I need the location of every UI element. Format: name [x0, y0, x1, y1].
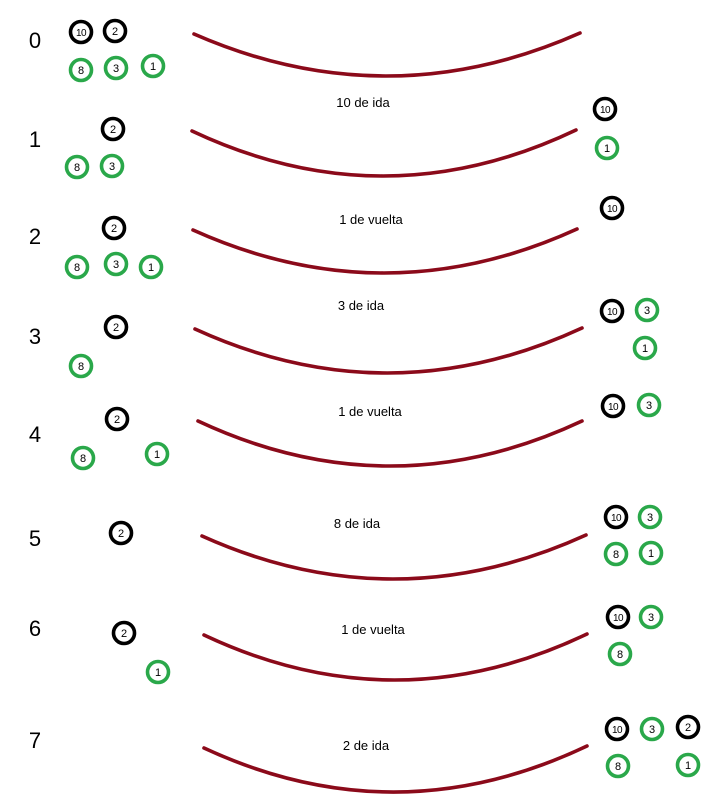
right-bank	[602, 300, 658, 359]
move-caption: 3 de ida	[337, 298, 385, 313]
right-bank	[602, 198, 623, 219]
coin-label: 3	[112, 63, 120, 75]
coin-label: 8	[73, 262, 81, 274]
coin-label: 8	[73, 162, 81, 174]
left-bank	[114, 623, 169, 683]
coin-label: 8	[612, 549, 620, 561]
rope-bridge-curve	[195, 328, 582, 373]
coin-label: 1	[147, 262, 155, 274]
rope-bridge-curve	[202, 535, 586, 579]
move-caption: 1 de vuelta	[339, 212, 403, 227]
coin-label: 8	[77, 65, 85, 77]
coin-label: 1	[603, 143, 611, 155]
move-caption: 10 de ida	[336, 95, 390, 110]
coin-label: 10	[612, 613, 624, 624]
coin-label: 3	[108, 161, 116, 173]
coin-label: 2	[111, 26, 119, 38]
coin-label: 10	[607, 402, 619, 413]
coin-label: 3	[112, 259, 120, 271]
coin-label: 2	[117, 528, 125, 540]
step-row-6	[29, 607, 662, 683]
coin-label: 2	[112, 322, 120, 334]
green-coin-8	[73, 448, 94, 469]
right-bank	[608, 607, 662, 665]
coin-label: 3	[647, 612, 655, 624]
left-bank	[73, 409, 168, 469]
coin-label: 10	[606, 307, 618, 318]
coin-label: 1	[149, 61, 157, 73]
black-coin-2	[107, 409, 128, 430]
right-bank	[607, 717, 699, 777]
step-number: 1	[28, 127, 42, 152]
coin-label: 8	[77, 361, 85, 373]
rope-bridge-curve	[204, 634, 587, 680]
left-bank	[71, 317, 127, 377]
black-coin-10	[71, 22, 92, 43]
coin-label: 3	[643, 305, 651, 317]
step-row-2	[29, 198, 623, 278]
black-coin-2	[111, 523, 132, 544]
black-coin-10	[607, 719, 628, 740]
right-bank	[595, 99, 618, 159]
step-number: 7	[28, 728, 42, 753]
black-coin-2	[104, 218, 125, 239]
step-number: 3	[28, 324, 42, 349]
step-row-5	[29, 507, 662, 580]
step-row-1	[29, 95, 618, 178]
green-coin-3	[639, 395, 660, 416]
coin-label: 2	[109, 124, 117, 136]
coin-label: 3	[648, 724, 656, 736]
green-coin-1	[597, 138, 618, 159]
coin-label: 2	[120, 628, 128, 640]
green-coin-3	[106, 254, 127, 275]
coin-label: 2	[113, 414, 121, 426]
black-coin-2	[105, 21, 126, 42]
rope-bridge-curve	[204, 746, 587, 792]
green-coin-8	[67, 257, 88, 278]
coin-label: 3	[646, 512, 654, 524]
green-coin-8	[608, 756, 629, 777]
step-number: 0	[28, 28, 42, 53]
black-coin-2	[678, 717, 699, 738]
green-coin-8	[71, 356, 92, 377]
step-row-0	[29, 21, 580, 81]
coin-label: 10	[606, 204, 618, 215]
black-coin-10	[595, 99, 616, 120]
black-coin-2	[114, 623, 135, 644]
step-row-3	[29, 298, 658, 377]
step-number: 6	[28, 616, 42, 641]
coin-label: 8	[616, 649, 624, 661]
step-row-4	[29, 395, 660, 469]
coin-label: 2	[110, 223, 118, 235]
green-coin-3	[637, 300, 658, 321]
black-coin-10	[602, 198, 623, 219]
left-bank	[67, 119, 124, 178]
green-coin-3	[642, 719, 663, 740]
green-coin-1	[143, 56, 164, 77]
rope-bridge-curve	[198, 421, 582, 466]
coin-label: 1	[641, 343, 649, 355]
left-bank	[71, 21, 164, 81]
green-coin-3	[641, 607, 662, 628]
green-coin-8	[71, 60, 92, 81]
black-coin-10	[606, 507, 627, 528]
move-caption: 1 de vuelta	[338, 404, 402, 419]
rope-bridge-curve	[194, 33, 580, 76]
rope-bridge-curve	[192, 130, 576, 176]
coin-label: 10	[611, 725, 623, 736]
green-coin-1	[141, 257, 162, 278]
green-coin-1	[147, 444, 168, 465]
step-number: 4	[28, 422, 42, 447]
green-coin-1	[148, 662, 169, 683]
step-row-7	[29, 717, 699, 793]
green-coin-8	[606, 544, 627, 565]
black-coin-10	[602, 301, 623, 322]
coin-label: 1	[684, 760, 692, 772]
left-bank	[67, 218, 162, 278]
coin-label: 10	[610, 513, 622, 524]
coin-label: 8	[79, 453, 87, 465]
coin-label: 10	[599, 105, 611, 116]
black-coin-2	[103, 119, 124, 140]
right-bank	[603, 395, 660, 417]
coin-label: 1	[647, 548, 655, 560]
black-coin-10	[608, 607, 629, 628]
black-coin-2	[106, 317, 127, 338]
coin-label: 1	[154, 667, 162, 679]
coin-label: 10	[75, 28, 87, 39]
move-caption: 1 de vuelta	[341, 622, 405, 637]
right-bank	[606, 507, 662, 565]
left-bank	[111, 523, 132, 544]
rope-bridge-curve	[193, 229, 577, 273]
step-number: 5	[28, 526, 42, 551]
green-coin-3	[102, 156, 123, 177]
coin-label: 2	[684, 722, 692, 734]
green-coin-1	[678, 755, 699, 776]
green-coin-8	[610, 644, 631, 665]
green-coin-1	[641, 543, 662, 564]
move-caption: 8 de ida	[333, 516, 381, 531]
green-coin-3	[640, 507, 661, 528]
coin-label: 1	[153, 449, 161, 461]
move-caption: 2 de ida	[342, 738, 390, 753]
coin-label: 3	[645, 400, 653, 412]
green-coin-8	[67, 157, 88, 178]
coin-label: 8	[614, 761, 622, 773]
green-coin-1	[635, 338, 656, 359]
green-coin-3	[106, 58, 127, 79]
black-coin-10	[603, 396, 624, 417]
step-number: 2	[28, 224, 42, 249]
